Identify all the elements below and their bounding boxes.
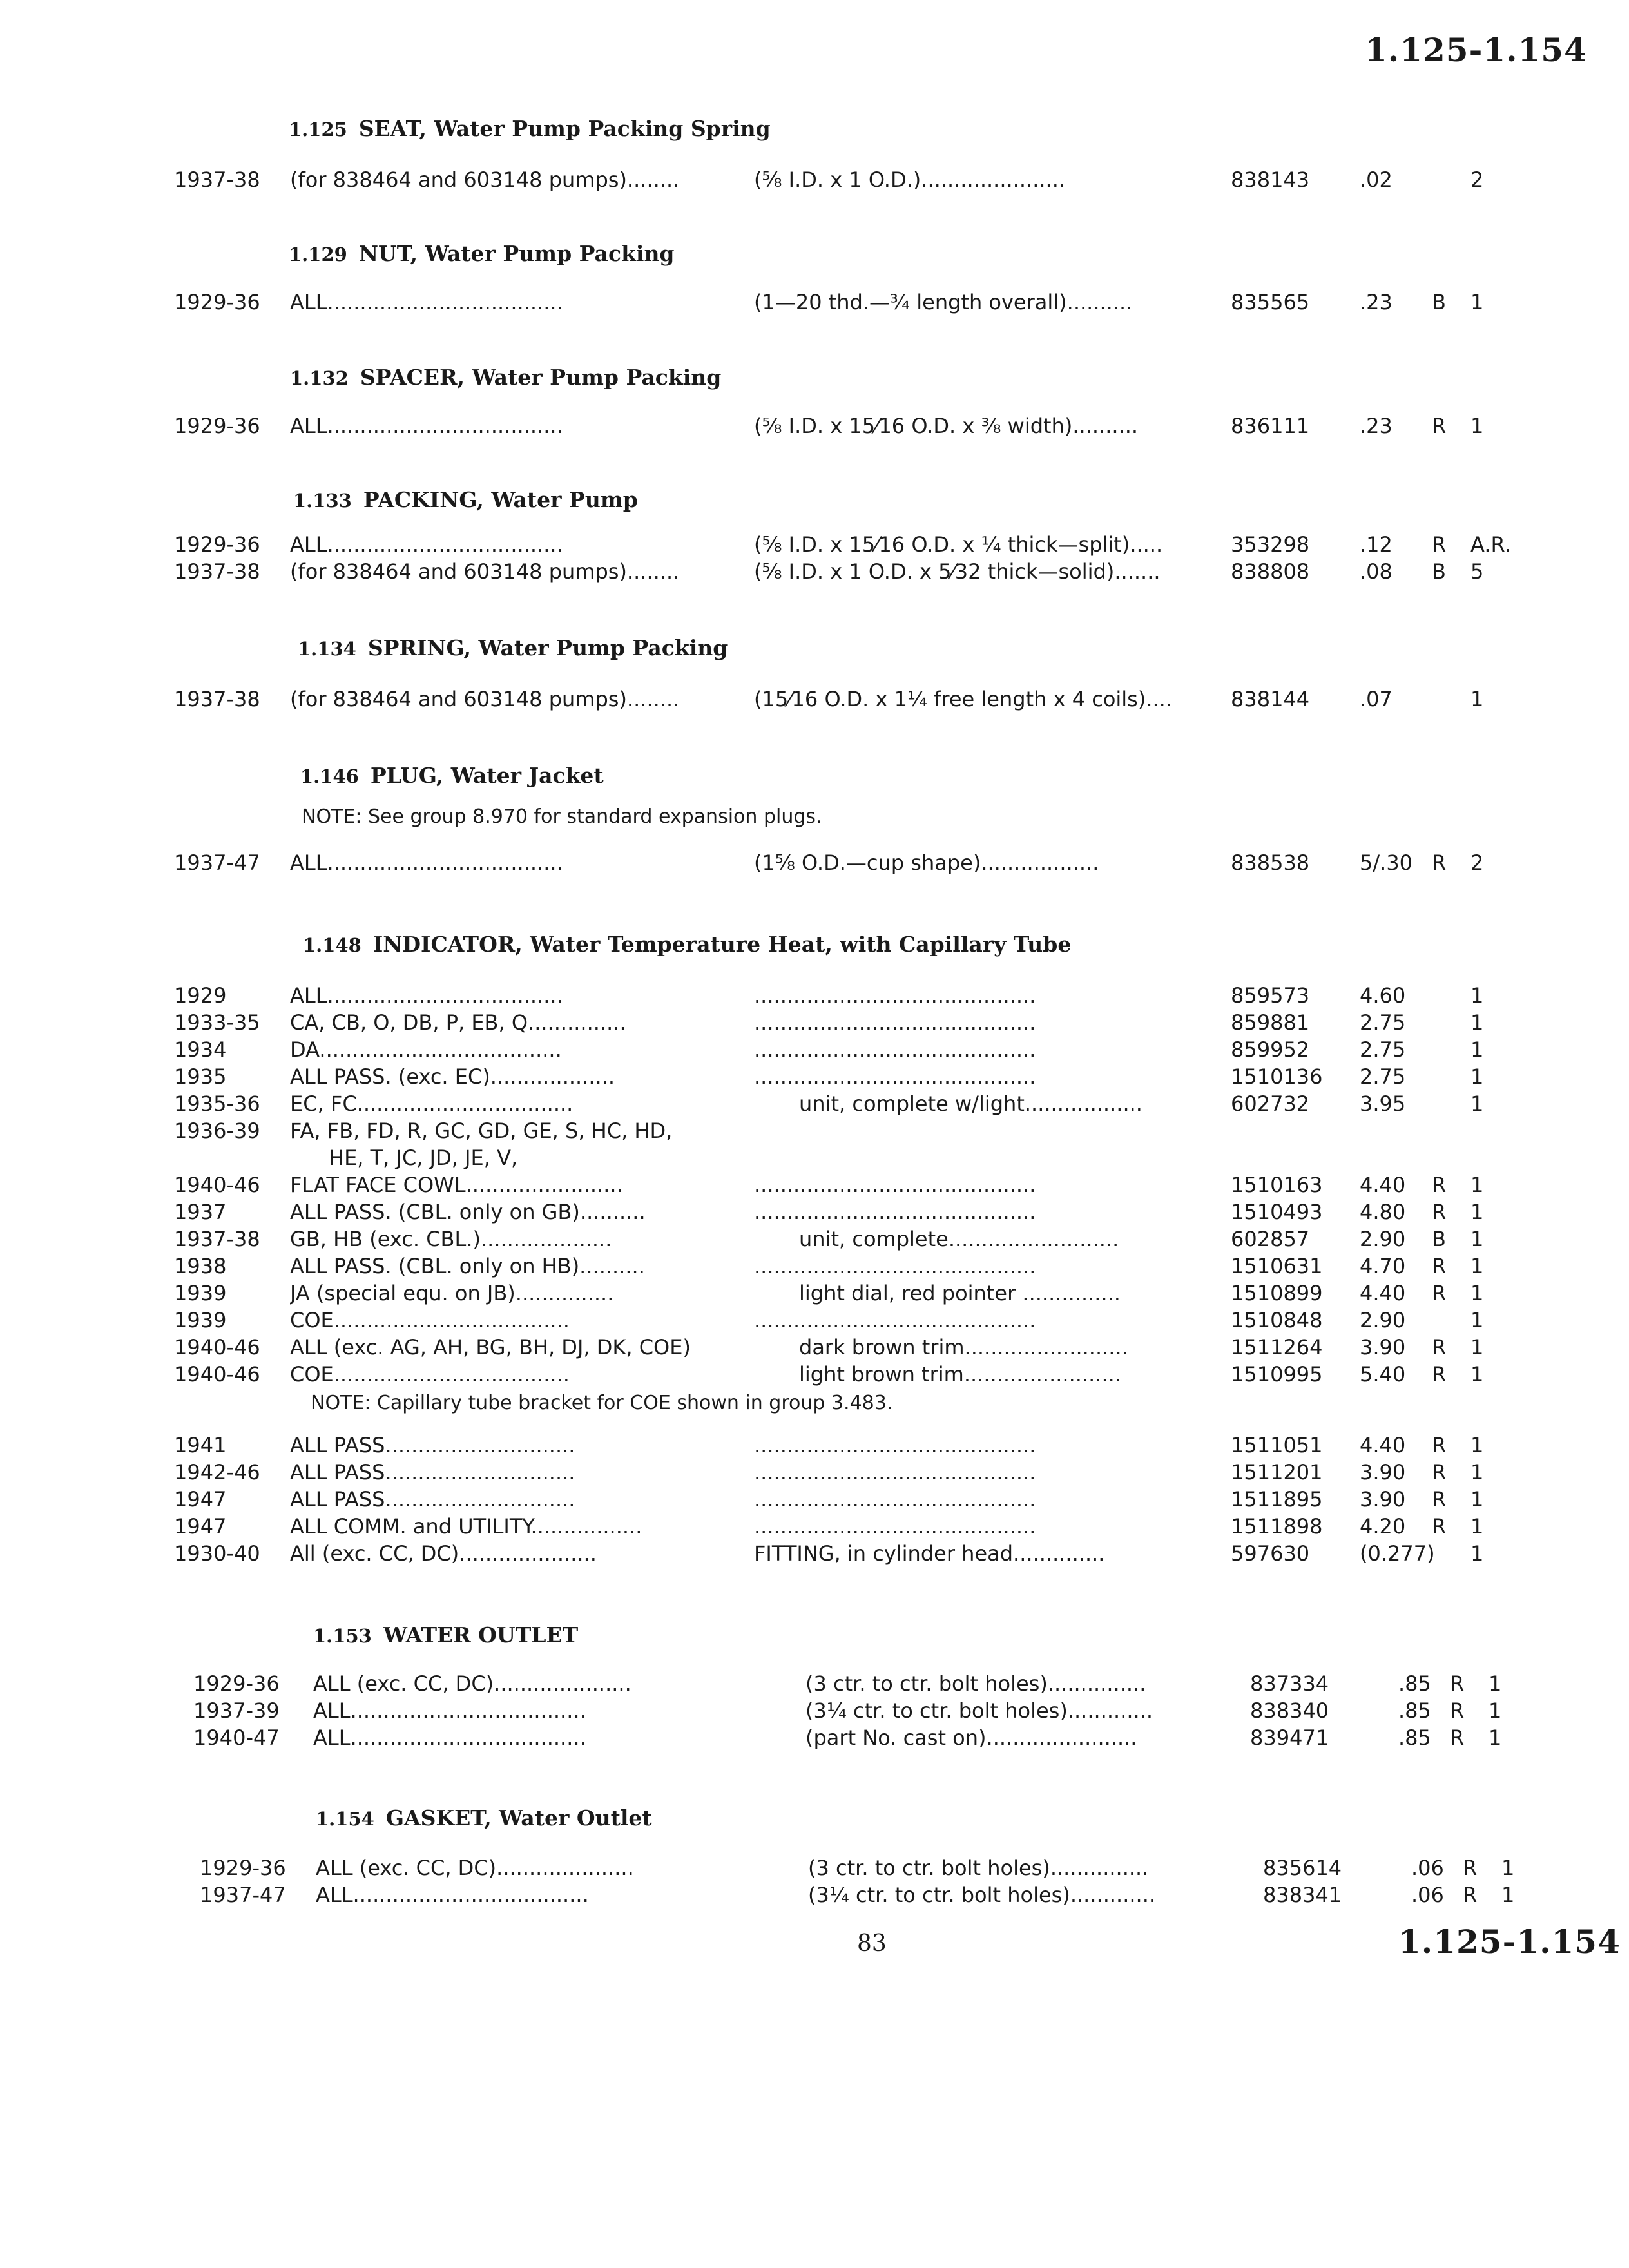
section-name: NUT, Water Pump Packing (358, 241, 675, 266)
row-year: 1929-36 (193, 1671, 280, 1696)
row-year: 1940-46 (174, 1362, 260, 1387)
row-code: R (1432, 1335, 1447, 1360)
table-row (0, 1010, 1629, 1037)
row-price: 4.60 (1360, 983, 1406, 1008)
row-part-number: 1511051 (1231, 1433, 1323, 1457)
row-model: ALL.................................... (290, 532, 563, 557)
section-name: SPRING, Water Pump Packing (367, 635, 728, 660)
row-description: FITTING, in cylinder head.............. (754, 1541, 1105, 1566)
row-code: R (1450, 1725, 1465, 1750)
row-quantity: 1 (1470, 1335, 1484, 1360)
row-year: 1939 (174, 1308, 227, 1332)
row-price: 3.90 (1360, 1487, 1406, 1512)
row-model: FLAT FACE COWL........................ (290, 1173, 623, 1197)
row-code: B (1432, 559, 1446, 584)
row-price: .08 (1360, 559, 1393, 584)
row-price: 2.90 (1360, 1227, 1406, 1251)
section-title-1-134 (298, 635, 728, 660)
row-model: ALL PASS............................. (290, 1433, 575, 1457)
row-price: .06 (1411, 1883, 1444, 1907)
row-model: ALL.................................... (290, 983, 563, 1008)
row-quantity: 1 (1489, 1671, 1502, 1696)
row-quantity: 1 (1470, 1433, 1484, 1457)
section-number: 1.134 (298, 638, 356, 660)
row-price: 4.40 (1360, 1173, 1406, 1197)
row-description: ........................................... (754, 1200, 1036, 1224)
table-row (0, 532, 1629, 559)
row-part-number: 838144 (1231, 687, 1310, 711)
row-price: 2.75 (1360, 1037, 1406, 1062)
table-row (0, 1541, 1629, 1568)
section-name: SEAT, Water Pump Packing Spring (358, 116, 771, 141)
row-price: 2.75 (1360, 1010, 1406, 1035)
row-year: 1939 (174, 1281, 227, 1305)
table-row (0, 687, 1629, 714)
table-row (0, 1119, 1629, 1146)
row-year: 1947 (174, 1514, 227, 1539)
row-quantity: 1 (1470, 1487, 1484, 1512)
row-description: ........................................... (754, 1037, 1036, 1062)
table-row (0, 1362, 1629, 1389)
row-year: 1937-38 (174, 687, 260, 711)
row-price: 4.20 (1360, 1514, 1406, 1539)
row-price: .02 (1360, 168, 1393, 192)
row-part-number: 1511201 (1231, 1460, 1323, 1485)
row-price: .85 (1398, 1671, 1431, 1696)
row-quantity: 1 (1470, 1362, 1484, 1387)
row-description: ........................................... (754, 1487, 1036, 1512)
row-code: R (1450, 1698, 1465, 1723)
section-title-1-154 (316, 1805, 652, 1831)
row-code: R (1432, 1460, 1447, 1485)
row-price: 4.70 (1360, 1254, 1406, 1278)
row-price: 2.90 (1360, 1308, 1406, 1332)
row-model: All (exc. CC, DC)..................... (290, 1541, 597, 1566)
row-part-number: 602857 (1231, 1227, 1310, 1251)
table-row (0, 1227, 1629, 1254)
row-price: 3.90 (1360, 1335, 1406, 1360)
table-row (0, 1335, 1629, 1362)
row-code: R (1432, 414, 1447, 438)
row-price: 4.40 (1360, 1281, 1406, 1305)
row-quantity: 1 (1470, 687, 1484, 711)
row-model: EC, FC................................. (290, 1091, 574, 1116)
row-part-number: 859573 (1231, 983, 1310, 1008)
section-number: 1.129 (289, 244, 347, 265)
row-part-number: 1511264 (1231, 1335, 1323, 1360)
row-model: ALL PASS. (CBL. only on GB).......... (290, 1200, 646, 1224)
row-year: 1941 (174, 1433, 227, 1457)
table-row (0, 1146, 1629, 1173)
row-price: .85 (1398, 1698, 1431, 1723)
row-year: 1929-36 (174, 532, 260, 557)
row-code: B (1432, 1227, 1446, 1251)
row-year: 1929 (174, 983, 227, 1008)
table-row (0, 1725, 1629, 1753)
row-description: (3¼ ctr. to ctr. bolt holes)............. (808, 1883, 1156, 1907)
row-model: ALL.................................... (290, 290, 563, 314)
row-model: ALL PASS............................. (290, 1487, 575, 1512)
table-row (0, 1433, 1629, 1460)
row-price: 2.75 (1360, 1064, 1406, 1089)
row-description: (3 ctr. to ctr. bolt holes)............... (808, 1856, 1149, 1880)
row-year: 1935-36 (174, 1091, 260, 1116)
row-description: (1⅝ O.D.—cup shape).................. (754, 850, 1099, 875)
row-model: HE, T, JC, JD, JE, V, (329, 1146, 518, 1170)
row-price: .23 (1360, 290, 1393, 314)
row-model: DA..................................... (290, 1037, 562, 1062)
row-model: (for 838464 and 603148 pumps)........ (290, 687, 680, 711)
row-year: 1936-39 (174, 1119, 260, 1143)
row-description: ........................................... (754, 1010, 1036, 1035)
row-code: R (1432, 1281, 1447, 1305)
table-row (0, 1308, 1629, 1335)
row-year: 1937-38 (174, 1227, 260, 1251)
row-description: (15⁄16 O.D. x 1¼ free length x 4 coils).... (754, 687, 1173, 711)
table-row (0, 1698, 1629, 1725)
row-description: (⅝ I.D. x 1 O.D.)...................... (754, 168, 1066, 192)
table-row (0, 1091, 1629, 1119)
row-quantity: 1 (1470, 1091, 1484, 1116)
row-quantity: 1 (1470, 1173, 1484, 1197)
row-price: (0.277) (1360, 1541, 1435, 1566)
row-price: .06 (1411, 1856, 1444, 1880)
row-description: unit, complete.......................... (799, 1227, 1119, 1251)
row-quantity: 1 (1489, 1698, 1502, 1723)
row-description: ........................................... (754, 1173, 1036, 1197)
row-price: .12 (1360, 532, 1393, 557)
table-row (0, 414, 1629, 441)
row-quantity: 1 (1470, 1541, 1484, 1566)
row-model: ALL.................................... (313, 1725, 586, 1750)
row-description: ........................................... (754, 1308, 1036, 1332)
table-row (0, 1037, 1629, 1064)
row-price: 3.95 (1360, 1091, 1406, 1116)
row-part-number: 838340 (1250, 1698, 1329, 1723)
page-range-top: 1.125-1.154 (1365, 31, 1587, 69)
row-description: (3¼ ctr. to ctr. bolt holes)............. (805, 1698, 1153, 1723)
row-quantity: 1 (1470, 1227, 1484, 1251)
row-model: FA, FB, FD, R, GC, GD, GE, S, HC, HD, (290, 1119, 673, 1143)
row-code: B (1432, 290, 1446, 314)
row-part-number: 1511898 (1231, 1514, 1323, 1539)
section-title-1-146 (300, 763, 604, 788)
row-description: (⅝ I.D. x 1 O.D. x 5⁄32 thick—solid)....... (754, 559, 1161, 584)
row-year: 1937-39 (193, 1698, 280, 1723)
row-model: (for 838464 and 603148 pumps)........ (290, 168, 680, 192)
row-quantity: 1 (1470, 1064, 1484, 1089)
section-name: PLUG, Water Jacket (370, 763, 604, 788)
row-code: R (1432, 532, 1447, 557)
table-row (0, 290, 1629, 317)
row-part-number: 835614 (1263, 1856, 1342, 1880)
row-quantity: 1 (1501, 1883, 1515, 1907)
row-quantity: 5 (1470, 559, 1484, 584)
row-year: 1940-46 (174, 1173, 260, 1197)
section-name: SPACER, Water Pump Packing (360, 365, 722, 390)
row-part-number: 1510848 (1231, 1308, 1323, 1332)
row-part-number: 1510899 (1231, 1281, 1323, 1305)
row-model: ALL.................................... (290, 414, 563, 438)
row-model: COE.................................... (290, 1362, 570, 1387)
row-model: ALL.................................... (313, 1698, 586, 1723)
section-number: 1.125 (289, 119, 347, 140)
table-row (0, 1856, 1629, 1883)
row-price: 4.40 (1360, 1433, 1406, 1457)
row-description: ........................................... (754, 1254, 1036, 1278)
row-quantity: 2 (1470, 850, 1484, 875)
section-name: WATER OUTLET (383, 1622, 579, 1648)
row-part-number: 1511895 (1231, 1487, 1323, 1512)
row-quantity: 1 (1470, 1460, 1484, 1485)
row-model: ALL COMM. and UTILITY................. (290, 1514, 642, 1539)
row-quantity: 1 (1470, 1514, 1484, 1539)
row-part-number: 838808 (1231, 559, 1310, 584)
row-model: CA, CB, O, DB, P, EB, Q............... (290, 1010, 626, 1035)
row-part-number: 836111 (1231, 414, 1310, 438)
row-code: R (1432, 1173, 1447, 1197)
table-row (0, 1671, 1629, 1698)
row-model: ALL PASS. (CBL. only on HB).......... (290, 1254, 645, 1278)
row-description: unit, complete w/light.................. (799, 1091, 1142, 1116)
row-price: 4.80 (1360, 1200, 1406, 1224)
row-quantity: 1 (1470, 1254, 1484, 1278)
row-year: 1937-38 (174, 559, 260, 584)
section-number: 1.148 (303, 934, 361, 956)
section-title-1-133 (293, 487, 638, 512)
section-name: GASKET, Water Outlet (385, 1805, 652, 1831)
row-description: (part No. cast on)....................... (805, 1725, 1137, 1750)
section-number: 1.133 (293, 490, 352, 512)
row-description: (1—20 thd.—¾ length overall).......... (754, 290, 1133, 314)
table-row (0, 1281, 1629, 1308)
row-year: 1938 (174, 1254, 227, 1278)
row-price: .23 (1360, 414, 1393, 438)
row-model: JA (special equ. on JB)............... (290, 1281, 614, 1305)
row-year: 1935 (174, 1064, 227, 1089)
table-row (0, 1200, 1629, 1227)
row-part-number: 838143 (1231, 168, 1310, 192)
section-name: PACKING, Water Pump (363, 487, 638, 512)
row-price: 5/.30 (1360, 850, 1413, 875)
row-description: ........................................... (754, 1460, 1036, 1485)
row-year: 1937-47 (174, 850, 260, 875)
row-description: (3 ctr. to ctr. bolt holes)............... (805, 1671, 1146, 1696)
row-part-number: 1510493 (1231, 1200, 1323, 1224)
row-price: .07 (1360, 687, 1393, 711)
row-year: 1933-35 (174, 1010, 260, 1035)
row-year: 1929-36 (174, 414, 260, 438)
section-number: 1.153 (313, 1625, 372, 1647)
row-code: R (1432, 1487, 1447, 1512)
row-model: GB, HB (exc. CBL.).................... (290, 1227, 612, 1251)
row-description: ........................................... (754, 1064, 1036, 1089)
row-part-number: 859952 (1231, 1037, 1310, 1062)
row-code: R (1432, 1254, 1447, 1278)
table-row (0, 168, 1629, 195)
row-part-number: 1510631 (1231, 1254, 1323, 1278)
row-year: 1937 (174, 1200, 227, 1224)
row-model: ALL.................................... (290, 850, 563, 875)
row-description: ........................................... (754, 1433, 1036, 1457)
row-quantity: 1 (1470, 414, 1484, 438)
row-year: 1937-38 (174, 168, 260, 192)
row-year: 1929-36 (174, 290, 260, 314)
row-part-number: 597630 (1231, 1541, 1310, 1566)
row-quantity: 1 (1470, 983, 1484, 1008)
row-description: ........................................... (754, 1514, 1036, 1539)
row-part-number: 1510136 (1231, 1064, 1323, 1089)
row-year: 1929-36 (200, 1856, 286, 1880)
table-row (0, 1460, 1629, 1487)
row-description: (⅝ I.D. x 15⁄16 O.D. x ¼ thick—split)..... (754, 532, 1163, 557)
row-description: dark brown trim......................... (799, 1335, 1128, 1360)
row-quantity: 1 (1501, 1856, 1515, 1880)
row-description: ........................................... (754, 983, 1036, 1008)
section-note: NOTE: See group 8.970 for standard expansion plugs. (302, 805, 822, 828)
page-number: 83 (857, 1930, 887, 1957)
row-part-number: 1510995 (1231, 1362, 1323, 1387)
row-description: light dial, red pointer ............... (799, 1281, 1121, 1305)
row-model: COE.................................... (290, 1308, 570, 1332)
row-code: R (1432, 1200, 1447, 1224)
row-code: R (1463, 1883, 1478, 1907)
row-quantity: 1 (1470, 1281, 1484, 1305)
section-title-1-153 (313, 1622, 578, 1648)
table-row (0, 983, 1629, 1010)
section-title-1-125 (289, 116, 771, 141)
section-title-1-129 (289, 241, 675, 266)
row-price: 3.90 (1360, 1460, 1406, 1485)
row-part-number: 838341 (1263, 1883, 1342, 1907)
row-quantity: 1 (1470, 1308, 1484, 1332)
row-model: ALL (exc. CC, DC)..................... (313, 1671, 631, 1696)
row-price: 5.40 (1360, 1362, 1406, 1387)
table-row (0, 1883, 1629, 1910)
table-row (0, 1487, 1629, 1514)
row-code: R (1432, 1362, 1447, 1387)
table-row (0, 1514, 1629, 1541)
section-note: NOTE: Capillary tube bracket for COE shown in group 3.483. (311, 1392, 893, 1414)
row-part-number: 859881 (1231, 1010, 1310, 1035)
table-row (0, 1064, 1629, 1091)
section-number: 1.154 (316, 1808, 374, 1830)
row-code: R (1432, 850, 1447, 875)
page-range-bottom: 1.125-1.154 (1398, 1923, 1621, 1961)
row-code: R (1432, 1514, 1447, 1539)
row-quantity: 1 (1470, 1200, 1484, 1224)
section-name: INDICATOR, Water Temperature Heat, with Capillary Tube (372, 932, 1072, 957)
section-title-1-148 (303, 932, 1071, 957)
row-model: ALL (exc. CC, DC)..................... (316, 1856, 634, 1880)
row-year: 1934 (174, 1037, 227, 1062)
row-quantity: 1 (1470, 1010, 1484, 1035)
row-year: 1937-47 (200, 1883, 286, 1907)
row-quantity: 2 (1470, 168, 1484, 192)
row-code: R (1432, 1433, 1447, 1457)
section-number: 1.132 (290, 367, 349, 389)
row-description: light brown trim........................ (799, 1362, 1121, 1387)
table-row (0, 1173, 1629, 1200)
row-part-number: 835565 (1231, 290, 1310, 314)
row-part-number: 838538 (1231, 850, 1310, 875)
row-code: R (1450, 1671, 1465, 1696)
row-part-number: 602732 (1231, 1091, 1310, 1116)
row-description: (⅝ I.D. x 15⁄16 O.D. x ⅜ width).......... (754, 414, 1139, 438)
section-title-1-132 (290, 365, 721, 390)
row-quantity: 1 (1470, 290, 1484, 314)
row-part-number: 839471 (1250, 1725, 1329, 1750)
table-row (0, 559, 1629, 586)
row-quantity: A.R. (1470, 532, 1511, 557)
row-model: ALL.................................... (316, 1883, 589, 1907)
row-model: ALL PASS. (exc. EC)................... (290, 1064, 615, 1089)
row-year: 1940-47 (193, 1725, 280, 1750)
table-row (0, 1254, 1629, 1281)
row-year: 1930-40 (174, 1541, 260, 1566)
row-year: 1940-46 (174, 1335, 260, 1360)
row-model: ALL (exc. AG, AH, BG, BH, DJ, DK, COE) (290, 1335, 691, 1360)
row-quantity: 1 (1489, 1725, 1502, 1750)
row-code: R (1463, 1856, 1478, 1880)
table-row (0, 850, 1629, 878)
row-model: (for 838464 and 603148 pumps)........ (290, 559, 680, 584)
row-part-number: 837334 (1250, 1671, 1329, 1696)
row-price: .85 (1398, 1725, 1431, 1750)
section-number: 1.146 (300, 765, 359, 787)
row-year: 1947 (174, 1487, 227, 1512)
row-quantity: 1 (1470, 1037, 1484, 1062)
row-year: 1942-46 (174, 1460, 260, 1485)
row-model: ALL PASS............................. (290, 1460, 575, 1485)
row-part-number: 353298 (1231, 532, 1310, 557)
row-part-number: 1510163 (1231, 1173, 1323, 1197)
